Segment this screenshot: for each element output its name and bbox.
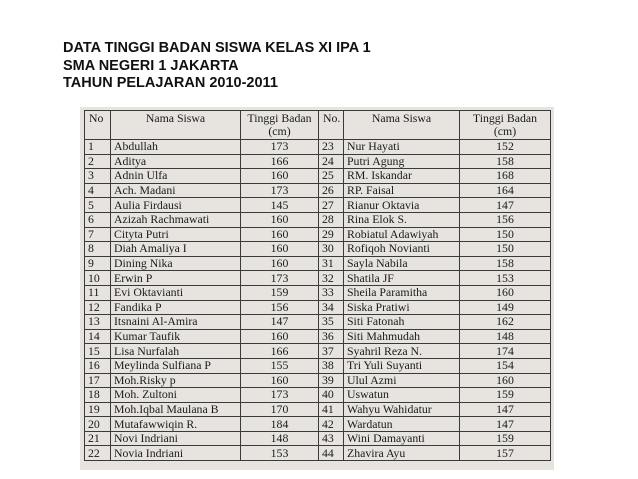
cell-name-2: Putri Agung — [344, 154, 460, 169]
cell-name-2: Uswatun — [344, 388, 460, 403]
cell-name-2: Nur Hayati — [344, 140, 460, 155]
cell-height: 160 — [241, 169, 319, 184]
cell-name: Erwin P — [111, 271, 241, 286]
cell-no: 22 — [85, 446, 111, 461]
table-header-row — [85, 111, 551, 140]
title-line-2: SMA NEGERI 1 JAKARTA — [63, 57, 239, 74]
table-row — [85, 417, 551, 432]
table-row — [85, 212, 551, 227]
cell-name-2: Ulul Azmi — [344, 373, 460, 388]
header-height2-line1: Tinggi Badan — [472, 111, 538, 125]
cell-name: Ach. Madani — [111, 183, 241, 198]
cell-no-2: 30 — [319, 242, 344, 257]
table-row — [85, 446, 551, 461]
cell-no: 10 — [85, 271, 111, 286]
cell-height: 170 — [241, 402, 319, 417]
cell-height: 160 — [241, 242, 319, 257]
cell-height-2: 147 — [460, 417, 551, 432]
cell-height-2: 157 — [460, 446, 551, 461]
cell-name-2: RM. Iskandar — [344, 169, 460, 184]
cell-name: Novi Indriani — [111, 431, 241, 446]
height-table — [84, 110, 551, 461]
cell-name: Kumar Taufik — [111, 329, 241, 344]
cell-no-2: 44 — [319, 446, 344, 461]
cell-no: 9 — [85, 256, 111, 271]
cell-name: Cityta Putri — [111, 227, 241, 242]
cell-no: 16 — [85, 358, 111, 373]
cell-height: 160 — [241, 227, 319, 242]
cell-no-2: 28 — [319, 212, 344, 227]
cell-name: Adnin Ulfa — [111, 169, 241, 184]
cell-name: Dining Nika — [111, 256, 241, 271]
table-row — [85, 256, 551, 271]
cell-no-2: 34 — [319, 300, 344, 315]
cell-no-2: 25 — [319, 169, 344, 184]
cell-height-2: 159 — [460, 388, 551, 403]
cell-name: Fandika P — [111, 300, 241, 315]
cell-height-2: 148 — [460, 329, 551, 344]
cell-height-2: 150 — [460, 242, 551, 257]
table-row — [85, 227, 551, 242]
cell-height: 173 — [241, 271, 319, 286]
cell-no-2: 32 — [319, 271, 344, 286]
cell-name-2: Siska Pratiwi — [344, 300, 460, 315]
header-height — [241, 111, 319, 140]
header-height-line1: Tinggi Badan — [247, 111, 312, 125]
table-row — [85, 198, 551, 213]
cell-no: 17 — [85, 373, 111, 388]
cell-height-2: 147 — [460, 402, 551, 417]
header-height-line2: (cm) — [268, 124, 291, 138]
cell-height: 160 — [241, 256, 319, 271]
cell-name: Azizah Rachmawati — [111, 212, 241, 227]
cell-name-2: Robiatul Adawiyah — [344, 227, 460, 242]
cell-no-2: 43 — [319, 431, 344, 446]
table-row — [85, 242, 551, 257]
table-row — [85, 154, 551, 169]
cell-no: 20 — [85, 417, 111, 432]
cell-no-2: 36 — [319, 329, 344, 344]
cell-no-2: 38 — [319, 358, 344, 373]
cell-no: 12 — [85, 300, 111, 315]
cell-name-2: Wardatun — [344, 417, 460, 432]
table-row — [85, 329, 551, 344]
cell-height-2: 168 — [460, 169, 551, 184]
cell-height-2: 160 — [460, 285, 551, 300]
cell-height: 155 — [241, 358, 319, 373]
table-row — [85, 344, 551, 359]
table-row — [85, 388, 551, 403]
header-height2-line2: (cm) — [493, 124, 517, 138]
title-line-1: DATA TINGGI BADAN SISWA KELAS XI IPA 1 — [63, 40, 371, 56]
table-row — [85, 285, 551, 300]
cell-name: Aditya — [111, 154, 241, 169]
table-row — [85, 271, 551, 286]
cell-name: Itsnaini Al-Amira — [111, 315, 241, 330]
table-row — [85, 140, 551, 155]
table-row — [85, 300, 551, 315]
cell-no: 6 — [85, 212, 111, 227]
cell-height-2: 159 — [460, 431, 551, 446]
cell-height-2: 149 — [460, 300, 551, 315]
cell-no-2: 31 — [319, 256, 344, 271]
cell-name-2: Wini Damayanti — [344, 431, 460, 446]
cell-no: 3 — [85, 169, 111, 184]
cell-height: 145 — [241, 198, 319, 213]
cell-name: Abdullah — [111, 140, 241, 155]
table-row — [85, 431, 551, 446]
cell-name: Mutafawwiqin R. — [111, 417, 241, 432]
cell-no-2: 39 — [319, 373, 344, 388]
cell-name: Moh.Risky p — [111, 373, 241, 388]
cell-height: 160 — [241, 329, 319, 344]
table-row — [85, 373, 551, 388]
table-row — [85, 315, 551, 330]
cell-name-2: Siti Fatonah — [344, 315, 460, 330]
table-row — [85, 183, 551, 198]
cell-height-2: 152 — [460, 140, 551, 155]
cell-no: 11 — [85, 285, 111, 300]
cell-name: Moh. Zultoni — [111, 388, 241, 403]
cell-name-2: Syahril Reza N. — [344, 344, 460, 359]
cell-no: 13 — [85, 315, 111, 330]
cell-no: 18 — [85, 388, 111, 403]
cell-height: 173 — [241, 183, 319, 198]
cell-no-2: 41 — [319, 402, 344, 417]
cell-no: 2 — [85, 154, 111, 169]
cell-height: 166 — [241, 154, 319, 169]
cell-name-2: Sayla Nabila — [344, 256, 460, 271]
cell-height-2: 158 — [460, 154, 551, 169]
header-no: No — [85, 111, 111, 140]
cell-height: 184 — [241, 417, 319, 432]
cell-no: 1 — [85, 140, 111, 155]
cell-name-2: Siti Mahmudah — [344, 329, 460, 344]
cell-height-2: 158 — [460, 256, 551, 271]
cell-height: 173 — [241, 388, 319, 403]
cell-height: 173 — [241, 140, 319, 155]
cell-height-2: 162 — [460, 315, 551, 330]
cell-name: Moh.Iqbal Maulana B — [111, 402, 241, 417]
header-height-2 — [460, 111, 551, 140]
cell-no-2: 37 — [319, 344, 344, 359]
cell-no-2: 35 — [319, 315, 344, 330]
header-no-2: No. — [319, 111, 344, 140]
cell-no: 21 — [85, 431, 111, 446]
cell-no-2: 23 — [319, 140, 344, 155]
cell-no: 4 — [85, 183, 111, 198]
cell-no-2: 29 — [319, 227, 344, 242]
cell-no: 5 — [85, 198, 111, 213]
cell-height-2: 153 — [460, 271, 551, 286]
cell-height: 153 — [241, 446, 319, 461]
cell-name-2: Wahyu Wahidatur — [344, 402, 460, 417]
cell-name-2: Tri Yuli Suyanti — [344, 358, 460, 373]
cell-height-2: 150 — [460, 227, 551, 242]
title-line-3: TAHUN PELAJARAN 2010-2011 — [63, 75, 278, 91]
cell-height: 159 — [241, 285, 319, 300]
cell-height: 166 — [241, 344, 319, 359]
cell-height-2: 164 — [460, 183, 551, 198]
cell-height: 156 — [241, 300, 319, 315]
cell-name-2: Rina Elok S. — [344, 212, 460, 227]
table-row — [85, 402, 551, 417]
cell-name: Diah Amaliya I — [111, 242, 241, 257]
cell-height-2: 147 — [460, 198, 551, 213]
table-row — [85, 169, 551, 184]
cell-height: 147 — [241, 315, 319, 330]
cell-no-2: 26 — [319, 183, 344, 198]
cell-height-2: 160 — [460, 373, 551, 388]
cell-name: Lisa Nurfalah — [111, 344, 241, 359]
cell-no-2: 33 — [319, 285, 344, 300]
cell-name: Evi Oktavianti — [111, 285, 241, 300]
cell-name: Novia Indriani — [111, 446, 241, 461]
cell-no: 19 — [85, 402, 111, 417]
cell-no-2: 27 — [319, 198, 344, 213]
cell-no: 14 — [85, 329, 111, 344]
cell-name-2: Shatila JF — [344, 271, 460, 286]
cell-no: 15 — [85, 344, 111, 359]
cell-no: 7 — [85, 227, 111, 242]
cell-name: Aulia Firdausi — [111, 198, 241, 213]
cell-name-2: Sheila Paramitha — [344, 285, 460, 300]
cell-no-2: 24 — [319, 154, 344, 169]
cell-height-2: 174 — [460, 344, 551, 359]
table-body — [85, 140, 551, 461]
cell-height-2: 154 — [460, 358, 551, 373]
header-name: Nama Siswa — [111, 111, 241, 140]
cell-no: 8 — [85, 242, 111, 257]
cell-no-2: 40 — [319, 388, 344, 403]
cell-height: 160 — [241, 212, 319, 227]
cell-height: 148 — [241, 431, 319, 446]
cell-name-2: Rianur Oktavia — [344, 198, 460, 213]
cell-no-2: 42 — [319, 417, 344, 432]
cell-name-2: RP. Faisal — [344, 183, 460, 198]
table-row — [85, 358, 551, 373]
cell-height-2: 156 — [460, 212, 551, 227]
cell-name: Meylinda Sulfiana P — [111, 358, 241, 373]
document-title — [63, 40, 371, 93]
header-name-2: Nama Siswa — [344, 111, 460, 140]
cell-name-2: Zhavira Ayu — [344, 446, 460, 461]
cell-height: 160 — [241, 373, 319, 388]
cell-name-2: Rofiqoh Novianti — [344, 242, 460, 257]
